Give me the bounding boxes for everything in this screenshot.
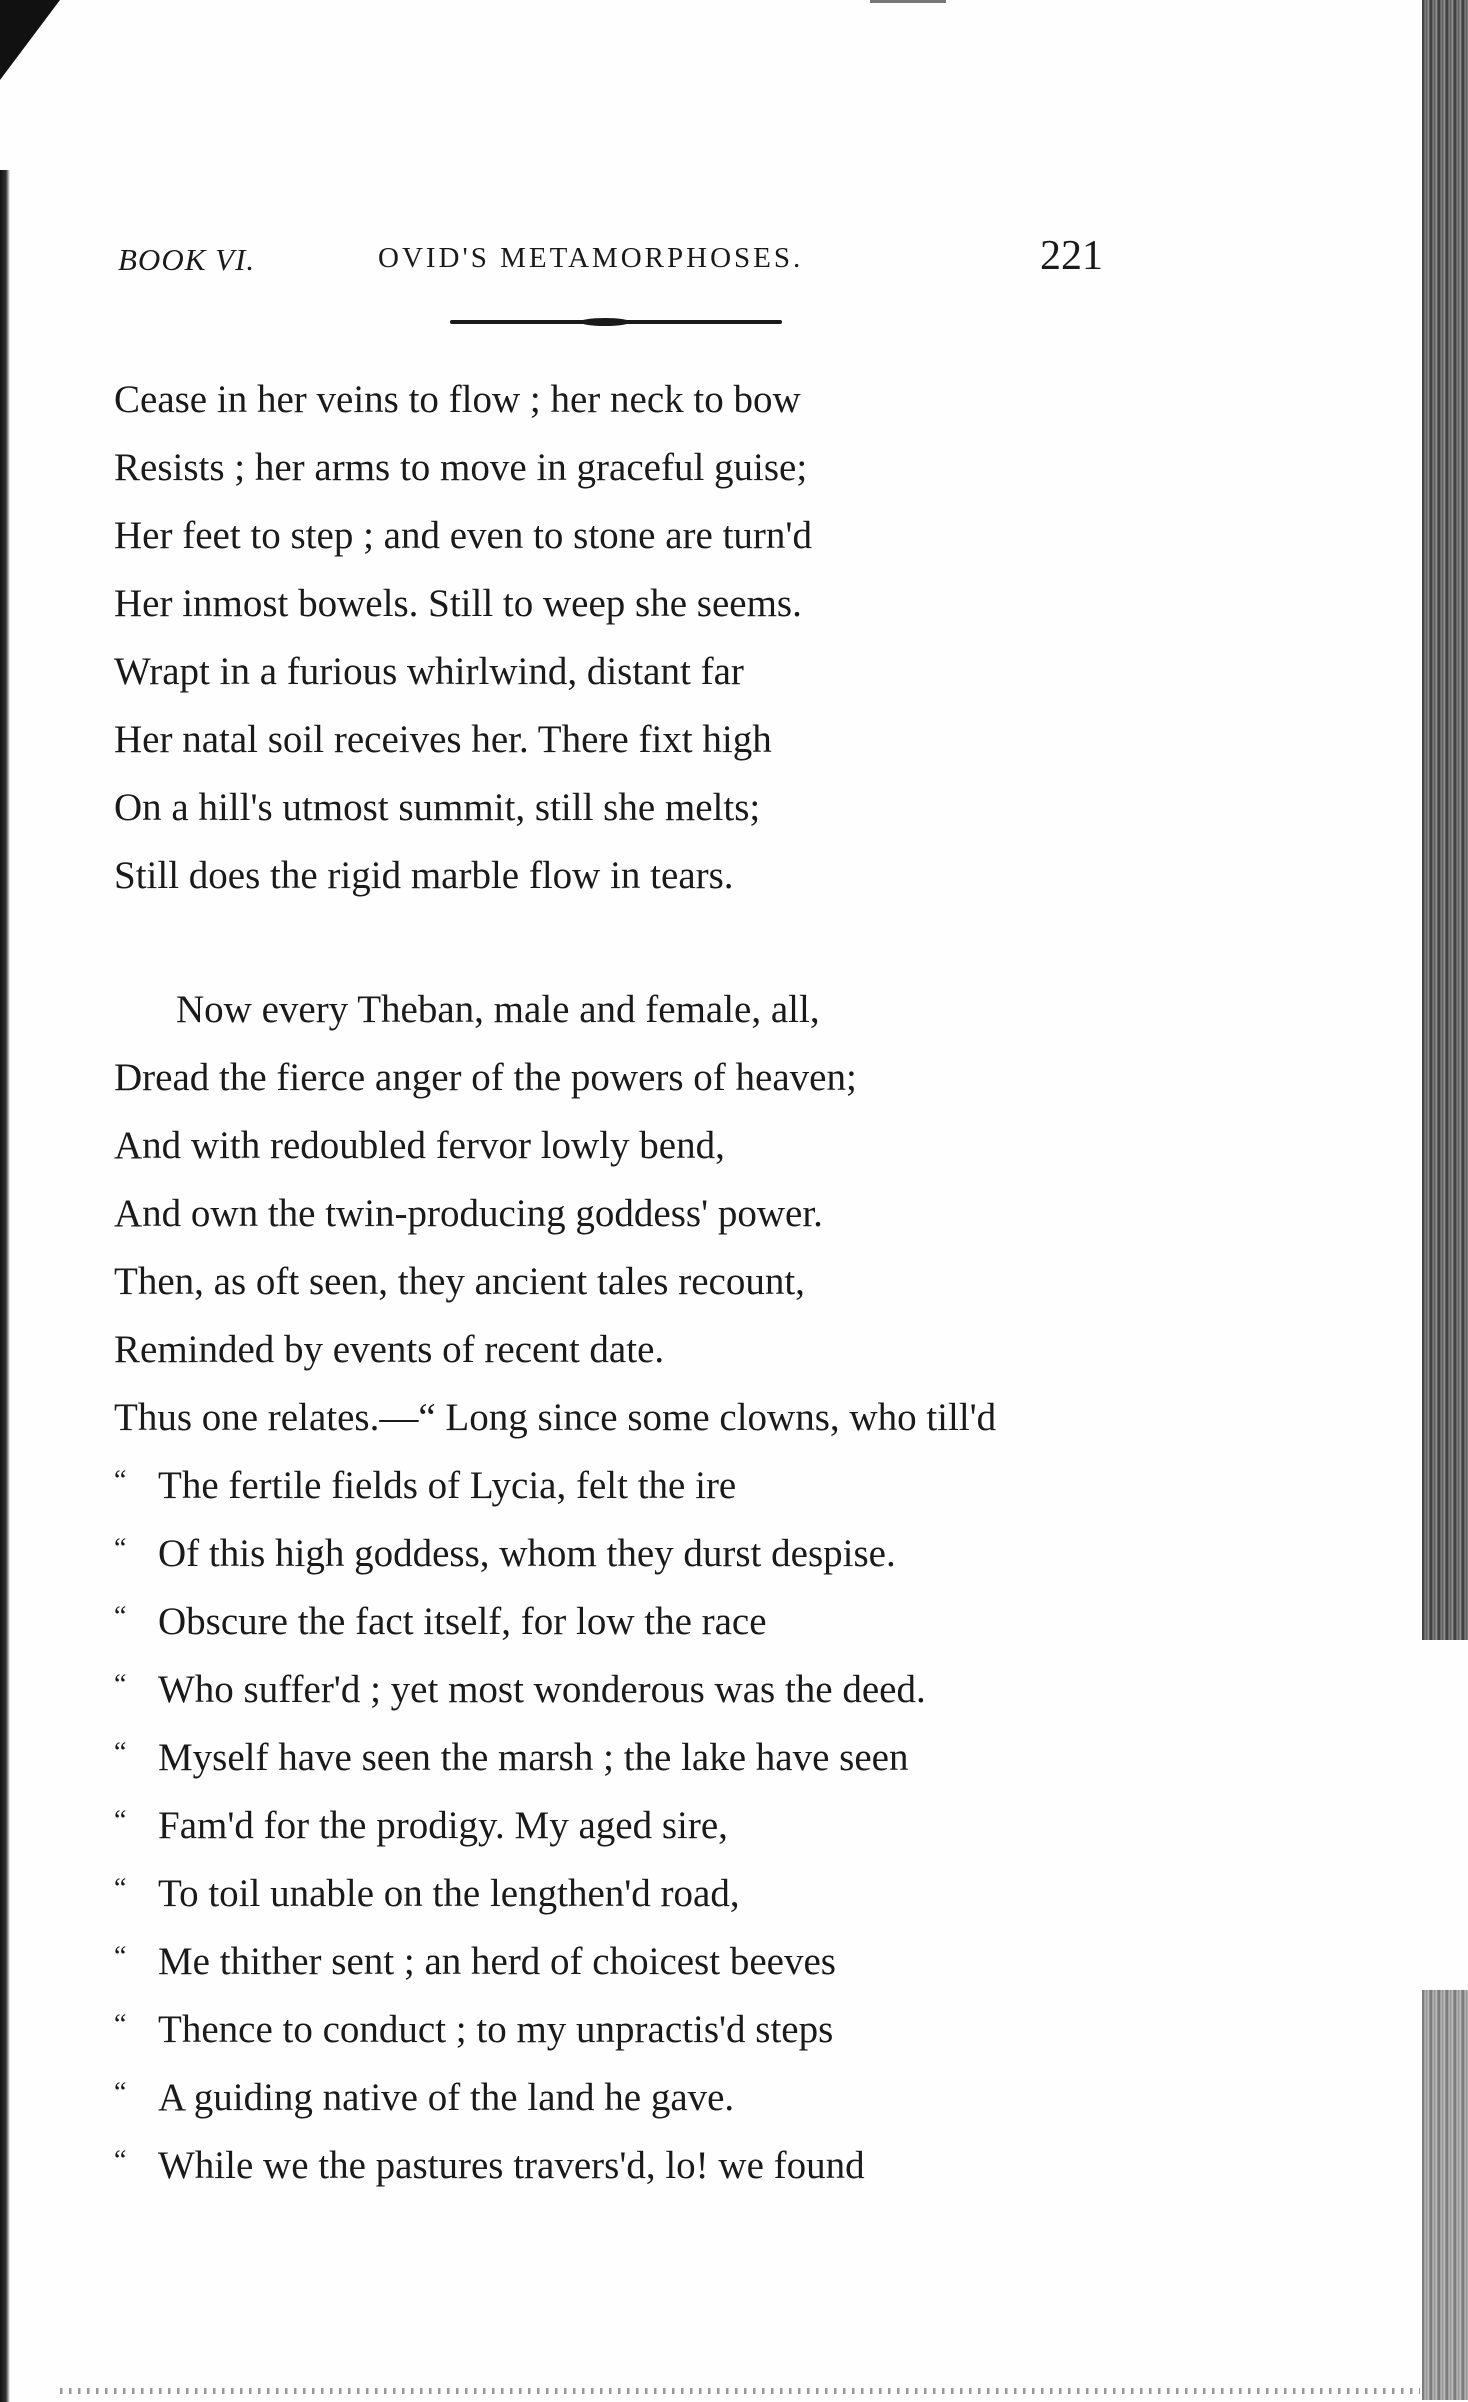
quote-mark: “	[114, 2145, 127, 2176]
quoted-line	[114, 1724, 1114, 1792]
quoted-line-text: Of this high goddess, whom they durst despise.	[158, 1532, 896, 1575]
scan-binding-edge-right-lower	[1422, 1990, 1468, 2400]
quoted-line	[114, 1792, 1114, 1860]
poem-line: Dread the fierce anger of the powers of heaven;	[114, 1056, 857, 1099]
quote-mark: “	[114, 1737, 127, 1768]
poem-line: Wrapt in a furious whirlwind, distant far	[114, 650, 744, 693]
quote-mark: “	[114, 1941, 127, 1972]
quote-mark: “	[114, 1805, 127, 1836]
poem-line: Reminded by events of recent date.	[114, 1328, 665, 1371]
quoted-line-text: Obscure the fact itself, for low the race	[158, 1600, 767, 1643]
quoted-line	[114, 1928, 1114, 1996]
header-rule	[450, 320, 782, 324]
quoted-line	[114, 1588, 1114, 1656]
stanza-1	[114, 366, 1114, 910]
quote-mark: “	[114, 2077, 127, 2108]
scan-binding-edge-left	[0, 170, 10, 2402]
scan-corner-shadow	[0, 0, 60, 80]
quote-mark: “	[114, 1873, 127, 1904]
quoted-line	[114, 1656, 1114, 1724]
header-title: OVID'S METAMORPHOSES.	[378, 242, 804, 274]
stanza-break	[114, 910, 1114, 976]
quoted-line-text: Fam'd for the prodigy. My aged sire,	[158, 1804, 728, 1847]
quoted-line	[114, 1996, 1114, 2064]
poem-line: Thus one relates.—“ Long since some clowns, who till'd	[114, 1396, 997, 1439]
scan-bottom-edge	[60, 2388, 1420, 2394]
poem-line: And own the twin-producing goddess' power.	[114, 1192, 823, 1235]
poem-line: And with redoubled fervor lowly bend,	[114, 1124, 725, 1167]
quoted-line	[114, 2064, 1114, 2132]
poem-line: Her natal soil receives her. There fixt high	[114, 718, 772, 761]
quoted-line	[114, 2132, 1114, 2200]
poem-line: On a hill's utmost summit, still she melts;	[114, 786, 761, 829]
poem-line: Her inmost bowels. Still to weep she seems.	[114, 582, 802, 625]
quoted-line-text: Me thither sent ; an herd of choicest beeves	[158, 1940, 836, 1983]
quoted-line-text: Thence to conduct ; to my unpractis'd steps	[158, 2008, 834, 2051]
quoted-line-text: The fertile fields of Lycia, felt the ire	[158, 1464, 737, 1507]
poem-line: Resists ; her arms to move in graceful guise;	[114, 446, 808, 489]
quoted-line	[114, 1452, 1114, 1520]
quoted-line	[114, 1860, 1114, 1928]
poem-text	[114, 366, 1114, 2200]
quoted-line-text: Who suffer'd ; yet most wonderous was the deed.	[158, 1668, 926, 1711]
running-header	[0, 226, 1468, 286]
stanza-2	[114, 976, 1114, 2200]
quote-mark: “	[114, 1465, 127, 1496]
quote-mark: “	[114, 1669, 127, 1700]
quote-mark: “	[114, 1533, 127, 1564]
quoted-line	[114, 1520, 1114, 1588]
quoted-line-text: While we the pastures travers'd, lo! we found	[158, 2144, 865, 2187]
quote-mark: “	[114, 2009, 127, 2040]
poem-line-indented: Now every Theban, male and female, all,	[176, 988, 820, 1031]
page-number: 221	[1040, 233, 1103, 279]
quoted-line-text: A guiding native of the land he gave.	[158, 2076, 735, 2119]
header-book-label: BOOK VI.	[118, 242, 256, 277]
quote-mark: “	[114, 1601, 127, 1632]
scan-top-mark	[870, 0, 946, 3]
poem-line: Then, as oft seen, they ancient tales recount,	[114, 1260, 805, 1303]
poem-line: Her feet to step ; and even to stone are turn'd	[114, 514, 812, 557]
poem-line: Cease in her veins to flow ; her neck to bow	[114, 378, 801, 421]
quoted-line-text: To toil unable on the lengthen'd road,	[158, 1872, 740, 1915]
poem-line: Still does the rigid marble flow in tears.	[114, 854, 734, 897]
quoted-line-text: Myself have seen the marsh ; the lake have seen	[158, 1736, 909, 1779]
